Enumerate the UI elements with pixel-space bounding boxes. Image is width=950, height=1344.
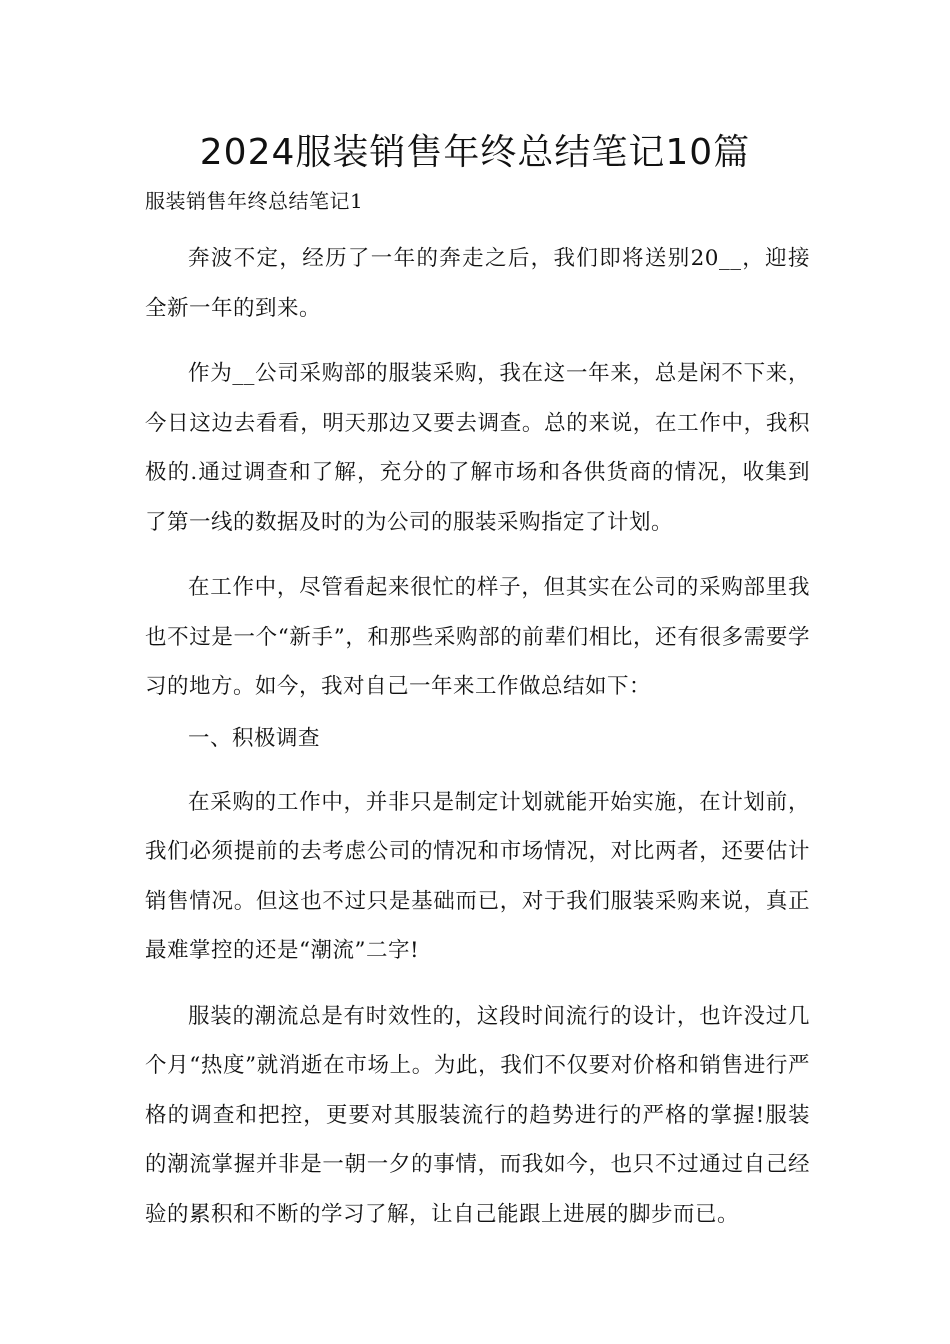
paragraph: 在采购的工作中，并非只是制定计划就能开始实施，在计划前，我们必须提前的去考虑公司的情况和市场情况，对比两者，还要估计销售情况。但这也不过只是基础而已，对于我们服装采购来说，真正最难掌控的还是“潮流”二字! (145, 789, 810, 963)
section-subtitle: 服装销售年终总结笔记1 (145, 189, 364, 213)
document-body (145, 184, 810, 1239)
document-title: 2024服装销售年终总结笔记10篇 (199, 132, 751, 173)
paragraph: 奔波不定，经历了一年的奔走之后，我们即将送别20__，迎接全新一年的到来。 (145, 246, 810, 321)
paragraph: 在工作中，尽管看起来很忙的样子，但其实在公司的采购部里我也不过是一个“新手”，和那些采购部的前辈们相比，还有很多需要学习的地方。如今，我对自己一年来工作做总结如下： (145, 575, 810, 699)
section-heading: 一、积极调查 (188, 725, 321, 751)
paragraph: 作为__公司采购部的服装采购，我在这一年来，总是闲不下来，今日这边去看看，明天那边又要去调查。总的来说，在工作中，我积极的.通过调查和了解，充分的了解市场和各供货商的情况，收集到了第一线的数据及时的为公司的服装采购指定了计划。 (145, 361, 810, 535)
paragraph: 服装的潮流总是有时效性的，这段时间流行的设计，也许没过几个月“热度”就消逝在市场上。为此，我们不仅要对价格和销售进行严格的调查和把控，更要对其服装流行的趋势进行的严格的掌握!服装的潮流掌握并非是一朝一夕的事情，而我如今，也只不过通过自己经验的累积和不断的学习了解，让自己能跟上进展的脚步而已。 (145, 1003, 810, 1227)
